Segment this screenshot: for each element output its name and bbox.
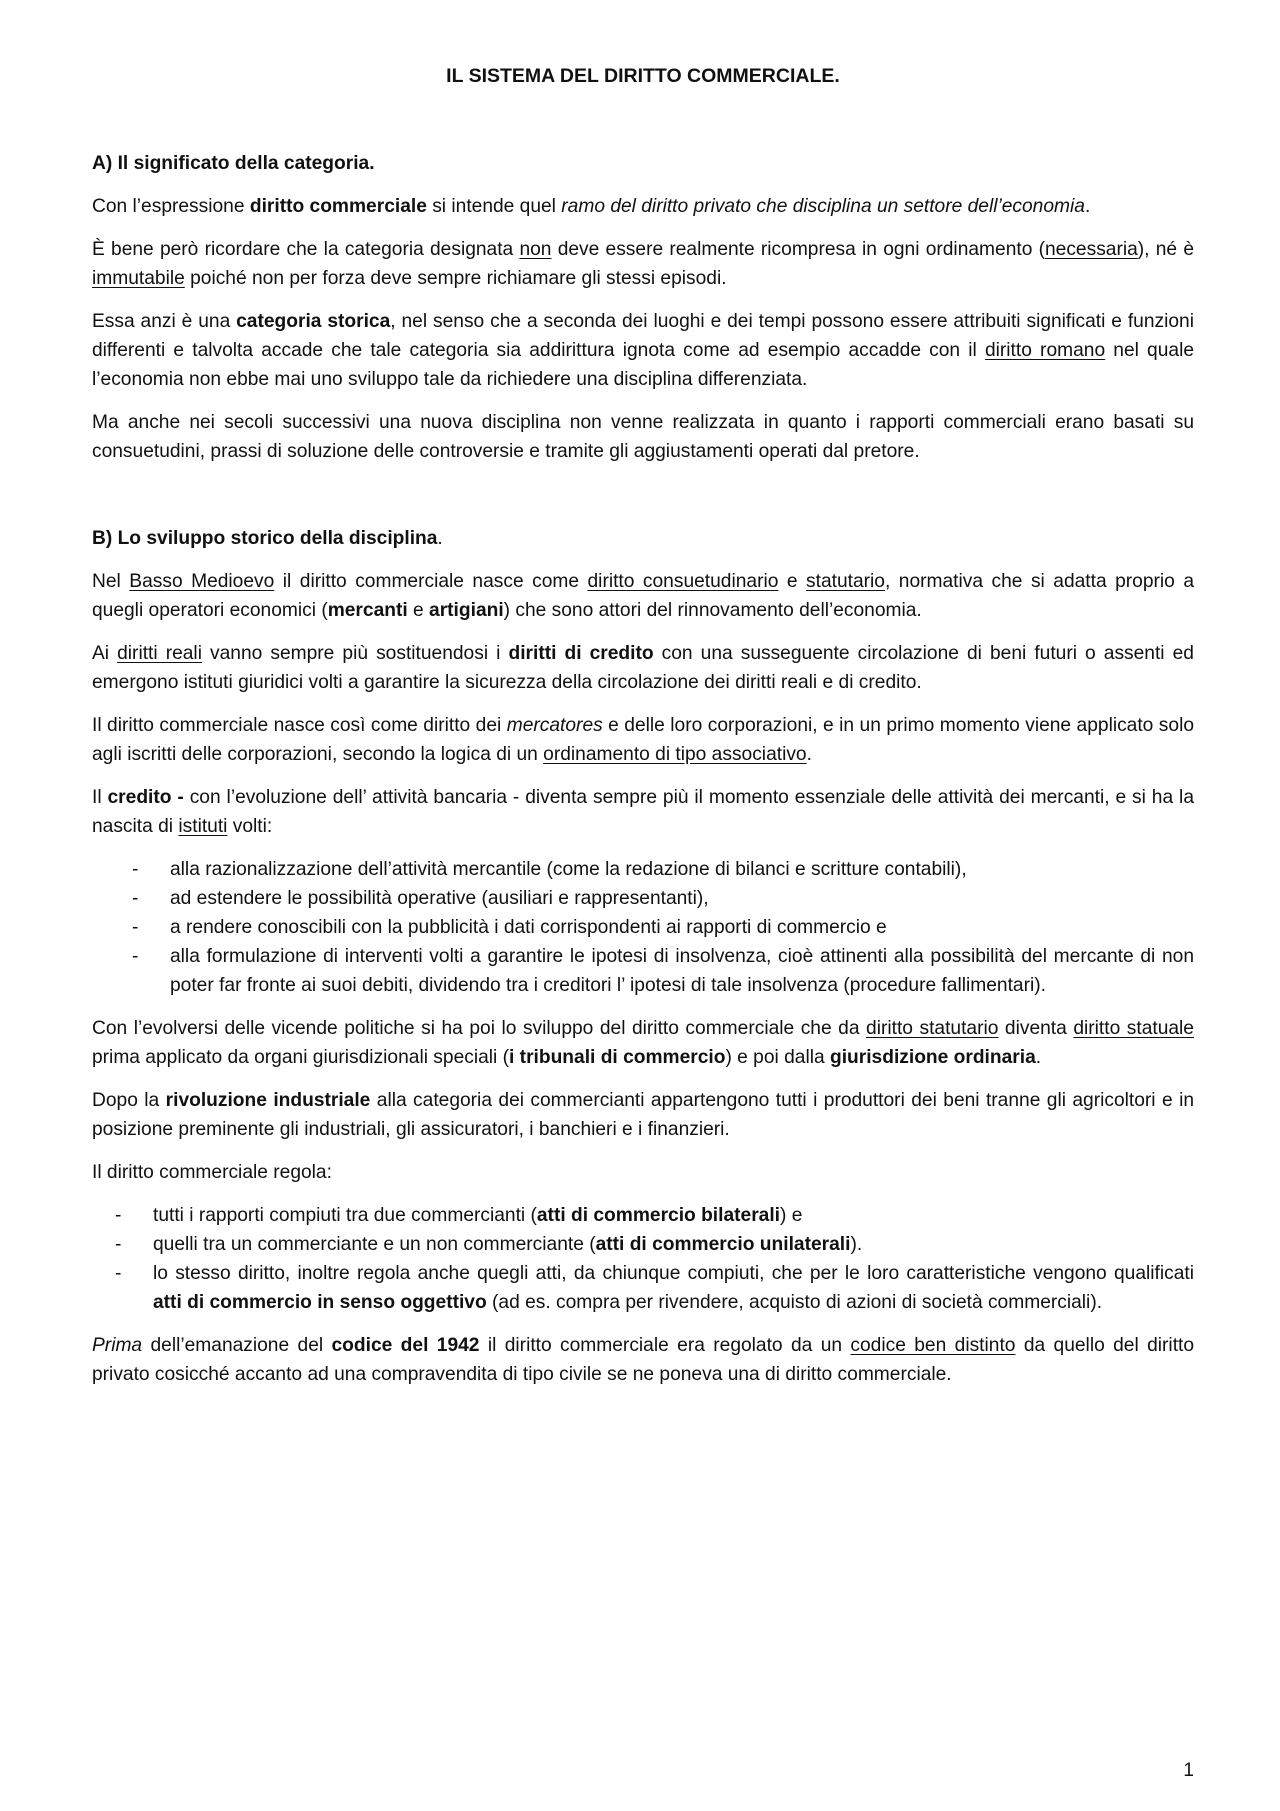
text-run: Ai bbox=[92, 643, 118, 664]
text-run: vanno sempre più sostituendosi i bbox=[201, 643, 509, 664]
text-run: Con l’espressione bbox=[92, 196, 250, 217]
section-b-heading-tail: . bbox=[437, 528, 443, 549]
text-run: diritto romano bbox=[984, 340, 1106, 361]
section-b-heading: B) Lo sviluppo storico della disciplina bbox=[92, 528, 438, 549]
text-run: da quello del diritto privato cosicché accanto ad una compravendita di tipo civile se ne poneva una di diritto commerciale. bbox=[92, 1335, 1195, 1385]
text-run: quelli tra un commerciante e un non commerciante ( bbox=[153, 1234, 596, 1255]
section-a-heading: A) Il significato della categoria. bbox=[92, 153, 375, 174]
text-run: il diritto commerciale nasce come bbox=[274, 571, 588, 592]
text-run: il diritto commerciale era regolato da un bbox=[479, 1335, 851, 1356]
text-run: Il bbox=[92, 787, 108, 808]
text-run: ordinamento di tipo associativo bbox=[543, 744, 807, 765]
text-run: e delle loro corporazioni, e in un primo momento viene applicato solo agli iscritti delle corporazioni, secondo la logica di un bbox=[92, 715, 1195, 765]
text-run: atti di commercio bilaterali bbox=[536, 1205, 781, 1226]
document-title: IL SISTEMA DEL DIRITTO COMMERCIALE. bbox=[446, 65, 840, 87]
text-run: deve essere realmente ricompresa in ogni ordinamento ( bbox=[551, 239, 1045, 260]
paragraph bbox=[92, 783, 1194, 841]
text-run: dell’emanazione del bbox=[142, 1335, 332, 1356]
text-run: mercatores bbox=[506, 715, 603, 736]
list-item bbox=[92, 1201, 1194, 1230]
paragraph bbox=[92, 567, 1194, 625]
text-run: poiché non per forza deve sempre richiamare gli stessi episodi. bbox=[184, 268, 727, 289]
text-run: ) e bbox=[780, 1205, 803, 1226]
dash-bullet-icon: - bbox=[132, 859, 139, 880]
text-run: diritto consuetudinario bbox=[587, 571, 779, 592]
text-run: Il diritto commerciale regola: bbox=[92, 1162, 332, 1183]
paragraph bbox=[92, 711, 1194, 769]
text-run: istituti bbox=[178, 816, 228, 837]
text-run: , normativa che si adatta proprio a quegli operatori economici ( bbox=[92, 571, 1194, 621]
text-run: categoria storica bbox=[236, 311, 391, 332]
list-item bbox=[92, 1259, 1194, 1317]
list-item bbox=[92, 1230, 1194, 1259]
text-run: Essa anzi è una bbox=[92, 311, 237, 332]
text-run: diritti di credito bbox=[508, 643, 654, 664]
text-run: mercanti bbox=[327, 600, 408, 621]
text-run: . bbox=[1084, 196, 1091, 217]
dash-bullet-icon: - bbox=[115, 1205, 122, 1226]
paragraph bbox=[92, 408, 1194, 466]
dash-bullet-icon: - bbox=[115, 1234, 122, 1255]
text-run: Con l’evolversi delle vicende politiche si ha poi lo sviluppo del diritto commerciale che da bbox=[92, 1018, 867, 1039]
text-run: statutario bbox=[806, 571, 885, 592]
text-run: Nel bbox=[92, 571, 130, 592]
paragraph bbox=[92, 307, 1194, 394]
text-run: ). bbox=[850, 1234, 863, 1255]
paragraph bbox=[92, 1158, 1194, 1187]
text-run: i tribunali di commercio bbox=[509, 1047, 726, 1068]
text-run: necessaria bbox=[1045, 239, 1138, 260]
text-run: ramo del diritto privato che disciplina un settore dell’economia bbox=[561, 196, 1085, 217]
paragraph bbox=[92, 192, 1194, 221]
text-run: artigiani bbox=[429, 600, 504, 621]
text-run: Basso Medioevo bbox=[129, 571, 275, 592]
text-run: si intende quel bbox=[426, 196, 562, 217]
text-run: atti di commercio in senso oggettivo bbox=[153, 1292, 487, 1313]
text-run: nel quale l’economia non ebbe mai uno sviluppo tale da richiedere una disciplina differenziata. bbox=[92, 340, 1195, 390]
text-run: e bbox=[778, 571, 807, 592]
text-run: ad estendere le possibilità operative (ausiliari e rappresentanti), bbox=[170, 888, 709, 909]
text-run: e bbox=[407, 600, 430, 621]
dash-bullet-icon: - bbox=[132, 946, 139, 967]
paragraph bbox=[92, 1086, 1194, 1144]
text-run: volti: bbox=[227, 816, 273, 837]
paragraph bbox=[92, 1014, 1194, 1072]
text-run: ) che sono attori del rinnovamento dell’economia. bbox=[503, 600, 922, 621]
text-run: immutabile bbox=[92, 268, 185, 289]
list-item bbox=[92, 855, 1194, 884]
dash-bullet-icon: - bbox=[132, 888, 139, 909]
dash-bullet-icon: - bbox=[132, 917, 139, 938]
text-run: atti di commercio unilaterali bbox=[595, 1234, 851, 1255]
text-run: diritto statutario bbox=[866, 1018, 999, 1039]
list-item bbox=[92, 884, 1194, 913]
page-number: 1 bbox=[1183, 1760, 1194, 1781]
text-run: . bbox=[1035, 1047, 1042, 1068]
text-run: diritto statuale bbox=[1073, 1018, 1194, 1039]
text-run: codice del 1942 bbox=[331, 1335, 480, 1356]
text-run: credito - bbox=[107, 787, 184, 808]
text-run: Ma anche nei secoli successivi una nuova disciplina non venne realizzata in quanto i rapporti commerciali erano basati su consuetudini, prassi di soluzione delle controversie e tramite gli aggiustamenti operati dal pretore. bbox=[92, 412, 1194, 462]
text-run: non bbox=[519, 239, 552, 260]
text-run: alla razionalizzazione dell’attività mercantile (come la redazione di bilanci e scritture contabili), bbox=[170, 859, 967, 880]
text-run: Il diritto commerciale nasce così come diritto dei bbox=[92, 715, 507, 736]
list-item bbox=[92, 942, 1194, 1000]
text-run: alla formulazione di interventi volti a garantire le ipotesi di insolvenza, cioè attinenti alla possibilità del mercante di non poter far fronte ai suoi debiti, dividendo tra i creditori l’ ipotesi di tale insolvenza (procedure fallimentari). bbox=[170, 946, 1194, 996]
text-run: con l’evoluzione dell’ attività bancaria - diventa sempre più il momento essenziale delle attività dei mercanti, e si ha la nascita di bbox=[92, 787, 1194, 837]
paragraph bbox=[92, 1331, 1194, 1389]
istituti-list bbox=[92, 855, 1194, 1000]
section-b-heading-line bbox=[92, 524, 1194, 553]
text-run: diventa bbox=[998, 1018, 1074, 1039]
text-run: con una susseguente circolazione di beni futuri o assenti ed emergono istituti giuridici volti a garantire la sicurezza della circolazione dei diritti reali e di credito. bbox=[92, 643, 1194, 693]
text-run: diritti reali bbox=[117, 643, 202, 664]
text-run: , nel senso che a seconda dei luoghi e dei tempi possono essere attribuiti significati e funzioni differenti e talvolta accade che tale categoria sia addirittura ignota come ad esempio accadde con il bbox=[92, 311, 1194, 361]
text-run: tutti i rapporti compiuti tra due commercianti ( bbox=[153, 1205, 537, 1226]
text-run: giurisdizione ordinaria bbox=[829, 1047, 1036, 1068]
text-run: codice ben distinto bbox=[850, 1335, 1016, 1356]
paragraph bbox=[92, 639, 1194, 697]
text-run: Dopo la bbox=[92, 1090, 166, 1111]
list-item bbox=[92, 913, 1194, 942]
paragraph bbox=[92, 235, 1194, 293]
text-run: lo stesso diritto, inoltre regola anche quegli atti, da chiunque compiuti, che per le loro caratteristiche vengono qualificati bbox=[153, 1263, 1194, 1284]
text-run: ), né è bbox=[1137, 239, 1194, 260]
regola-list bbox=[92, 1201, 1194, 1317]
text-run: (ad es. compra per rivendere, acquisto di azioni di società commerciali). bbox=[486, 1292, 1103, 1313]
text-run: alla categoria dei commercianti appartengono tutti i produttori dei beni tranne gli agricoltori e in posizione preminente gli industriali, gli assicuratori, i banchieri e i finanzieri. bbox=[92, 1090, 1194, 1140]
text-run: prima applicato da organi giurisdizionali speciali ( bbox=[92, 1047, 510, 1068]
text-run: Prima bbox=[92, 1335, 143, 1356]
text-run: a rendere conoscibili con la pubblicità i dati corrispondenti ai rapporti di commercio e bbox=[170, 917, 887, 938]
text-run: ) e poi dalla bbox=[725, 1047, 830, 1068]
text-run: . bbox=[806, 744, 812, 765]
text-run: È bene però ricordare che la categoria designata bbox=[92, 239, 520, 260]
text-run: diritto commerciale bbox=[249, 196, 427, 217]
text-run: rivoluzione industriale bbox=[165, 1090, 371, 1111]
dash-bullet-icon: - bbox=[115, 1263, 122, 1284]
